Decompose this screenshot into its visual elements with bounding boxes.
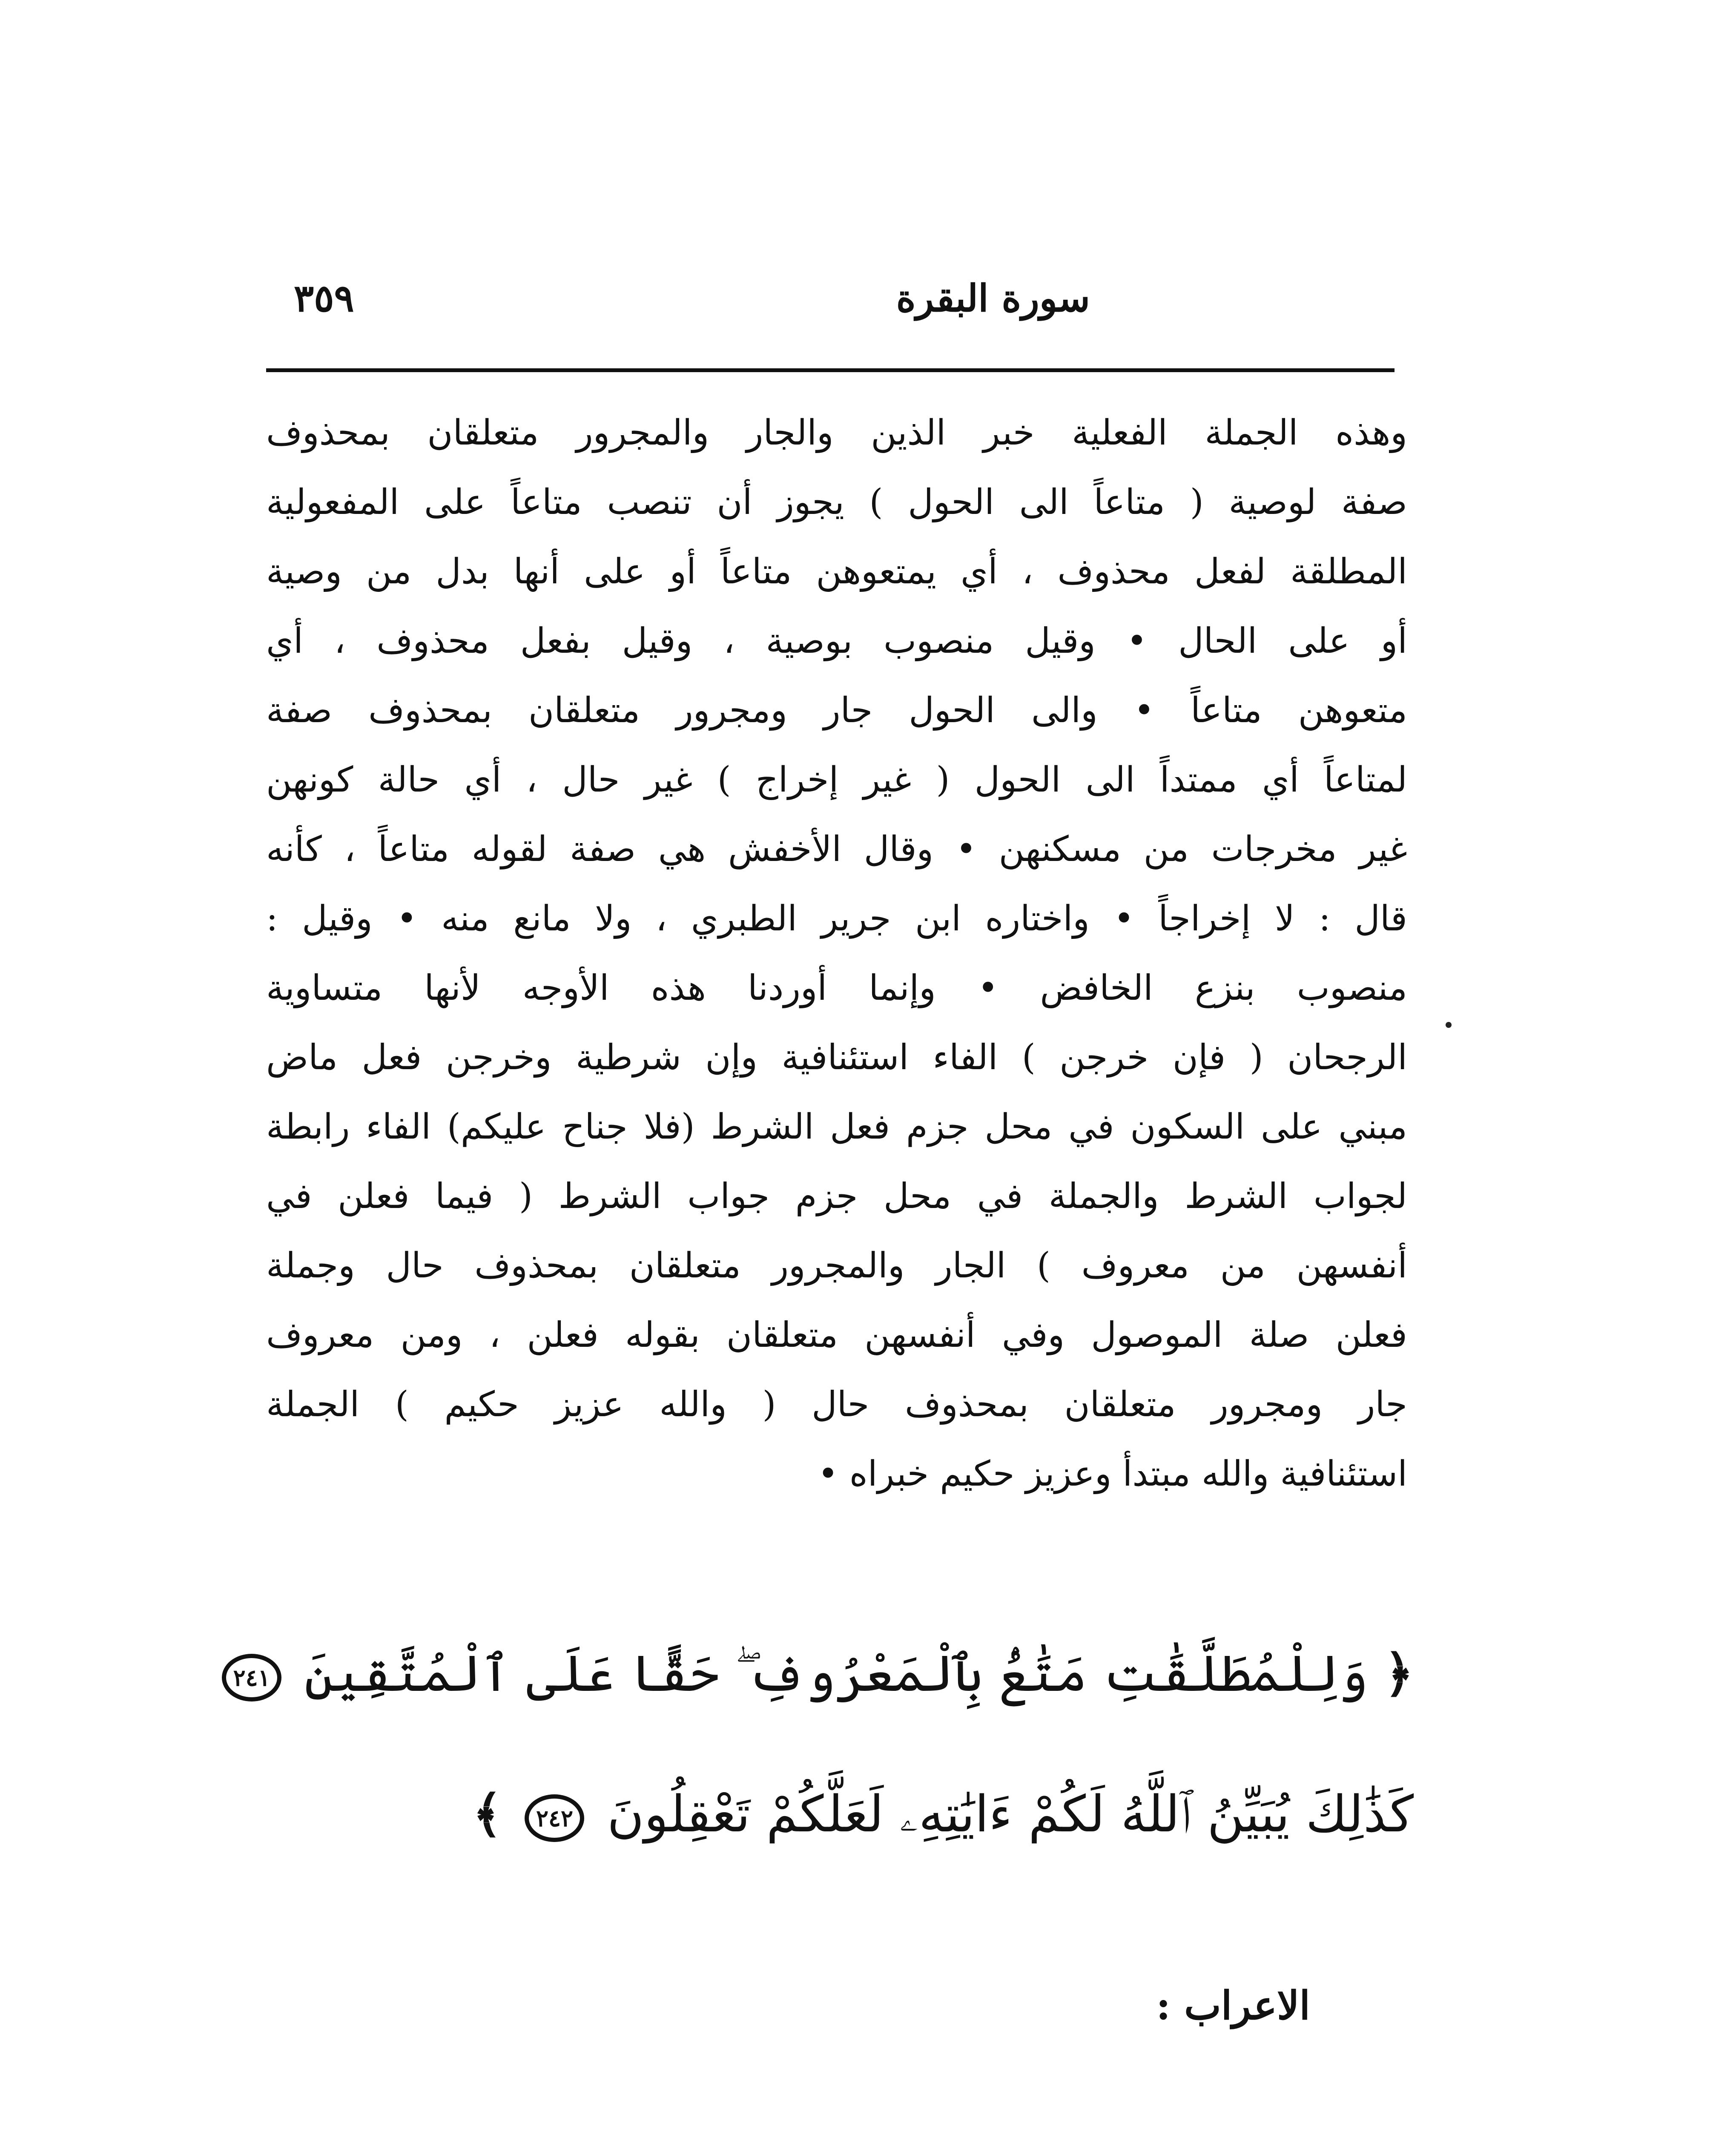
text-line: لمتاعاً أي ممتداً الى الحول ( غير إخراج ) غير حال ، أي حالة كونهن	[266, 760, 1407, 800]
text-line: منصوب بنزع الخافض • وإنما أوردنا هذه الأوجه لأنها متساوية	[266, 968, 1407, 1008]
text-line: فعلن صلة الموصول وفي أنفسهن متعلقان بقوله فعلن ، ومن معروف	[266, 1315, 1407, 1355]
text-line: مبني على السكون في محل جزم فعل الشرط (فلا جناح عليكم) الفاء رابطة	[266, 1107, 1407, 1147]
text-line: لجواب الشرط والجملة في محل جزم جواب الشرط ( فيما فعلن في	[266, 1176, 1407, 1217]
surah-title: سورة البقرة	[896, 276, 1090, 320]
text-line: وهذه الجملة الفعلية خبر الذين والجار والمجرور متعلقان بمحذوف	[266, 413, 1407, 453]
header-divider	[266, 368, 1395, 372]
verse-open-bracket: ﴿	[1384, 1644, 1414, 1703]
margin-speck	[1446, 1022, 1452, 1028]
quran-verse-line-1	[233, 1631, 1414, 1716]
text-line: جار ومجرور متعلقان بمحذوف حال ( والله عزيز حكيم ) الجملة	[266, 1384, 1407, 1425]
page-header	[264, 268, 1397, 328]
text-line: استئنافية والله مبتدأ وعزيز حكيم خبراه •	[818, 1454, 1407, 1494]
text-line: غير مخرجات من مسكنهن • وقال الأخفش هي صفة لقوله متاعاً ، كأنه	[266, 829, 1407, 869]
quran-verse-line-2	[264, 1771, 1414, 1856]
text-line: صفة لوصية ( متاعاً الى الحول ) يجوز أن تنصب متاعاً على المفعولية	[266, 482, 1407, 522]
verse-close-bracket: ﴾	[472, 1784, 502, 1843]
verse-text: وَلِلْمُطَلَّقَٰتِ مَتَٰعُۢ بِٱلْمَعْرُوفِ ۖ حَقًّا عَلَى ٱلْمُتَّقِينَ	[304, 1644, 1369, 1703]
commentary-paragraph	[266, 398, 1407, 1509]
verse-text: كَذَٰلِكَ يُبَيِّنُ ٱللَّهُ لَكُمْ ءَايَٰتِهِۦ لَعَلَّكُمْ تَعْقِلُونَ	[607, 1785, 1414, 1843]
ayah-number-marker: ٢٤١	[222, 1654, 281, 1701]
text-line: أنفسهن من معروف ) الجار والمجرور متعلقان بمحذوف حال وجملة	[266, 1245, 1407, 1286]
irab-heading: الاعراب :	[1156, 1983, 1310, 2029]
text-line: أو على الحال • وقيل منصوب بوصية ، وقيل بفعل محذوف ، أي	[266, 621, 1407, 661]
text-line: الرجحان ( فإن خرجن ) الفاء استئنافية وإن شرطية وخرجن فعل ماض	[266, 1037, 1407, 1078]
text-line: متعوهن متاعاً • والى الحول جار ومجرور متعلقان بمحذوف صفة	[266, 690, 1407, 731]
text-line: المطلقة لفعل محذوف ، أي يمتعوهن متاعاً أو على أنها بدل من وصية	[266, 551, 1407, 592]
text-line: قال : لا إخراجاً • واختاره ابن جرير الطبري ، ولا مانع منه • وقيل :	[266, 898, 1407, 939]
page-number: ٣٥٩	[294, 276, 354, 320]
ayah-number-marker: ٢٤٢	[525, 1794, 584, 1842]
